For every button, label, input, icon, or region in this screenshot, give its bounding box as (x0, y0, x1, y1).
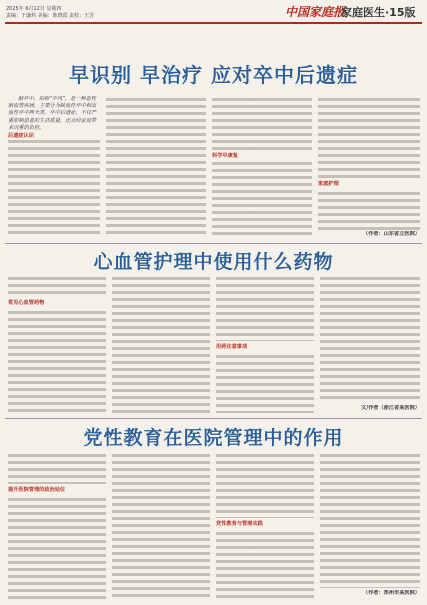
article1-body-text (318, 192, 420, 230)
article2-column-3 (216, 343, 314, 353)
article2-byline-box (320, 405, 420, 413)
article1-body-text (212, 162, 312, 238)
article3-body-text (112, 454, 210, 600)
article2-body-text (216, 355, 314, 413)
article3-column-1 (8, 486, 106, 496)
article1-body-text (318, 98, 420, 178)
article3-subhead-2: 党性教育与管理实践 (216, 521, 263, 527)
article3-byline-box (320, 590, 420, 598)
article3-body-text (8, 454, 106, 484)
header-meta (6, 6, 94, 20)
article3-headline: 党性教育在医院管理中的作用 (83, 427, 344, 449)
article1-lead: 脑卒中，俗称“中风”，是一种急性脑血管疾病，主要分为缺血性卒中和出血性卒中两大类。卒中后遗症，不仅严重影响患者的生活质量，还会给家庭带来沉重的负担。 (8, 96, 97, 131)
article2-body-text (320, 277, 420, 403)
article2-body-text (8, 277, 106, 297)
article3-body-text (8, 498, 106, 600)
article1-subhead-2: 科学早康复 (212, 153, 238, 159)
article3-body-text (216, 454, 314, 518)
article1-body-text (106, 98, 206, 238)
article3-body-text (320, 454, 420, 588)
article1-body-text (8, 140, 100, 238)
article-separator (5, 243, 422, 244)
article2-subhead-2: 用药注意事项 (216, 344, 248, 350)
article3-subhead-1: 提升医院管理的政治站位 (8, 487, 66, 493)
newspaper-header (0, 0, 427, 36)
article2-body-text (112, 277, 210, 413)
article1-subhead-3: 家庭护理 (318, 181, 339, 187)
article2-column-1 (8, 299, 106, 309)
issue-date: 2025年 6月12日 星期四 (6, 6, 62, 12)
article1-subhead-1: 后遗症认识 (8, 133, 34, 140)
article1-headline: 早识别 早治疗 应对卒中后遗症 (69, 63, 358, 87)
article1-column-3 (212, 152, 312, 162)
newspaper-logo: 中国家庭报 (285, 5, 346, 19)
article2-body-text (8, 311, 106, 413)
article3-body-text (216, 532, 314, 600)
article2-body-text (216, 277, 314, 341)
article2-headline: 心血管护理中使用什么药物 (93, 251, 334, 273)
article-separator (5, 418, 422, 419)
article2-byline: 文/作者（浙江省某医院） (361, 405, 420, 411)
article1-byline-box (318, 231, 420, 239)
article3-byline: （作者：郑州市某医院） (362, 590, 420, 596)
article1-column-4 (318, 180, 420, 190)
article1-byline: （作者：山东省立医院） (362, 231, 420, 237)
article3-column-3 (216, 520, 314, 530)
article1-body-text (212, 98, 312, 150)
article2-subhead-1: 常见心血管药物 (8, 300, 45, 306)
header-rule (5, 22, 422, 24)
section-title: 家庭医生·15版 (341, 6, 416, 19)
editor-credits: 责编：于谦莉 美编：陈晓霞 责校：王芳 (6, 13, 95, 19)
